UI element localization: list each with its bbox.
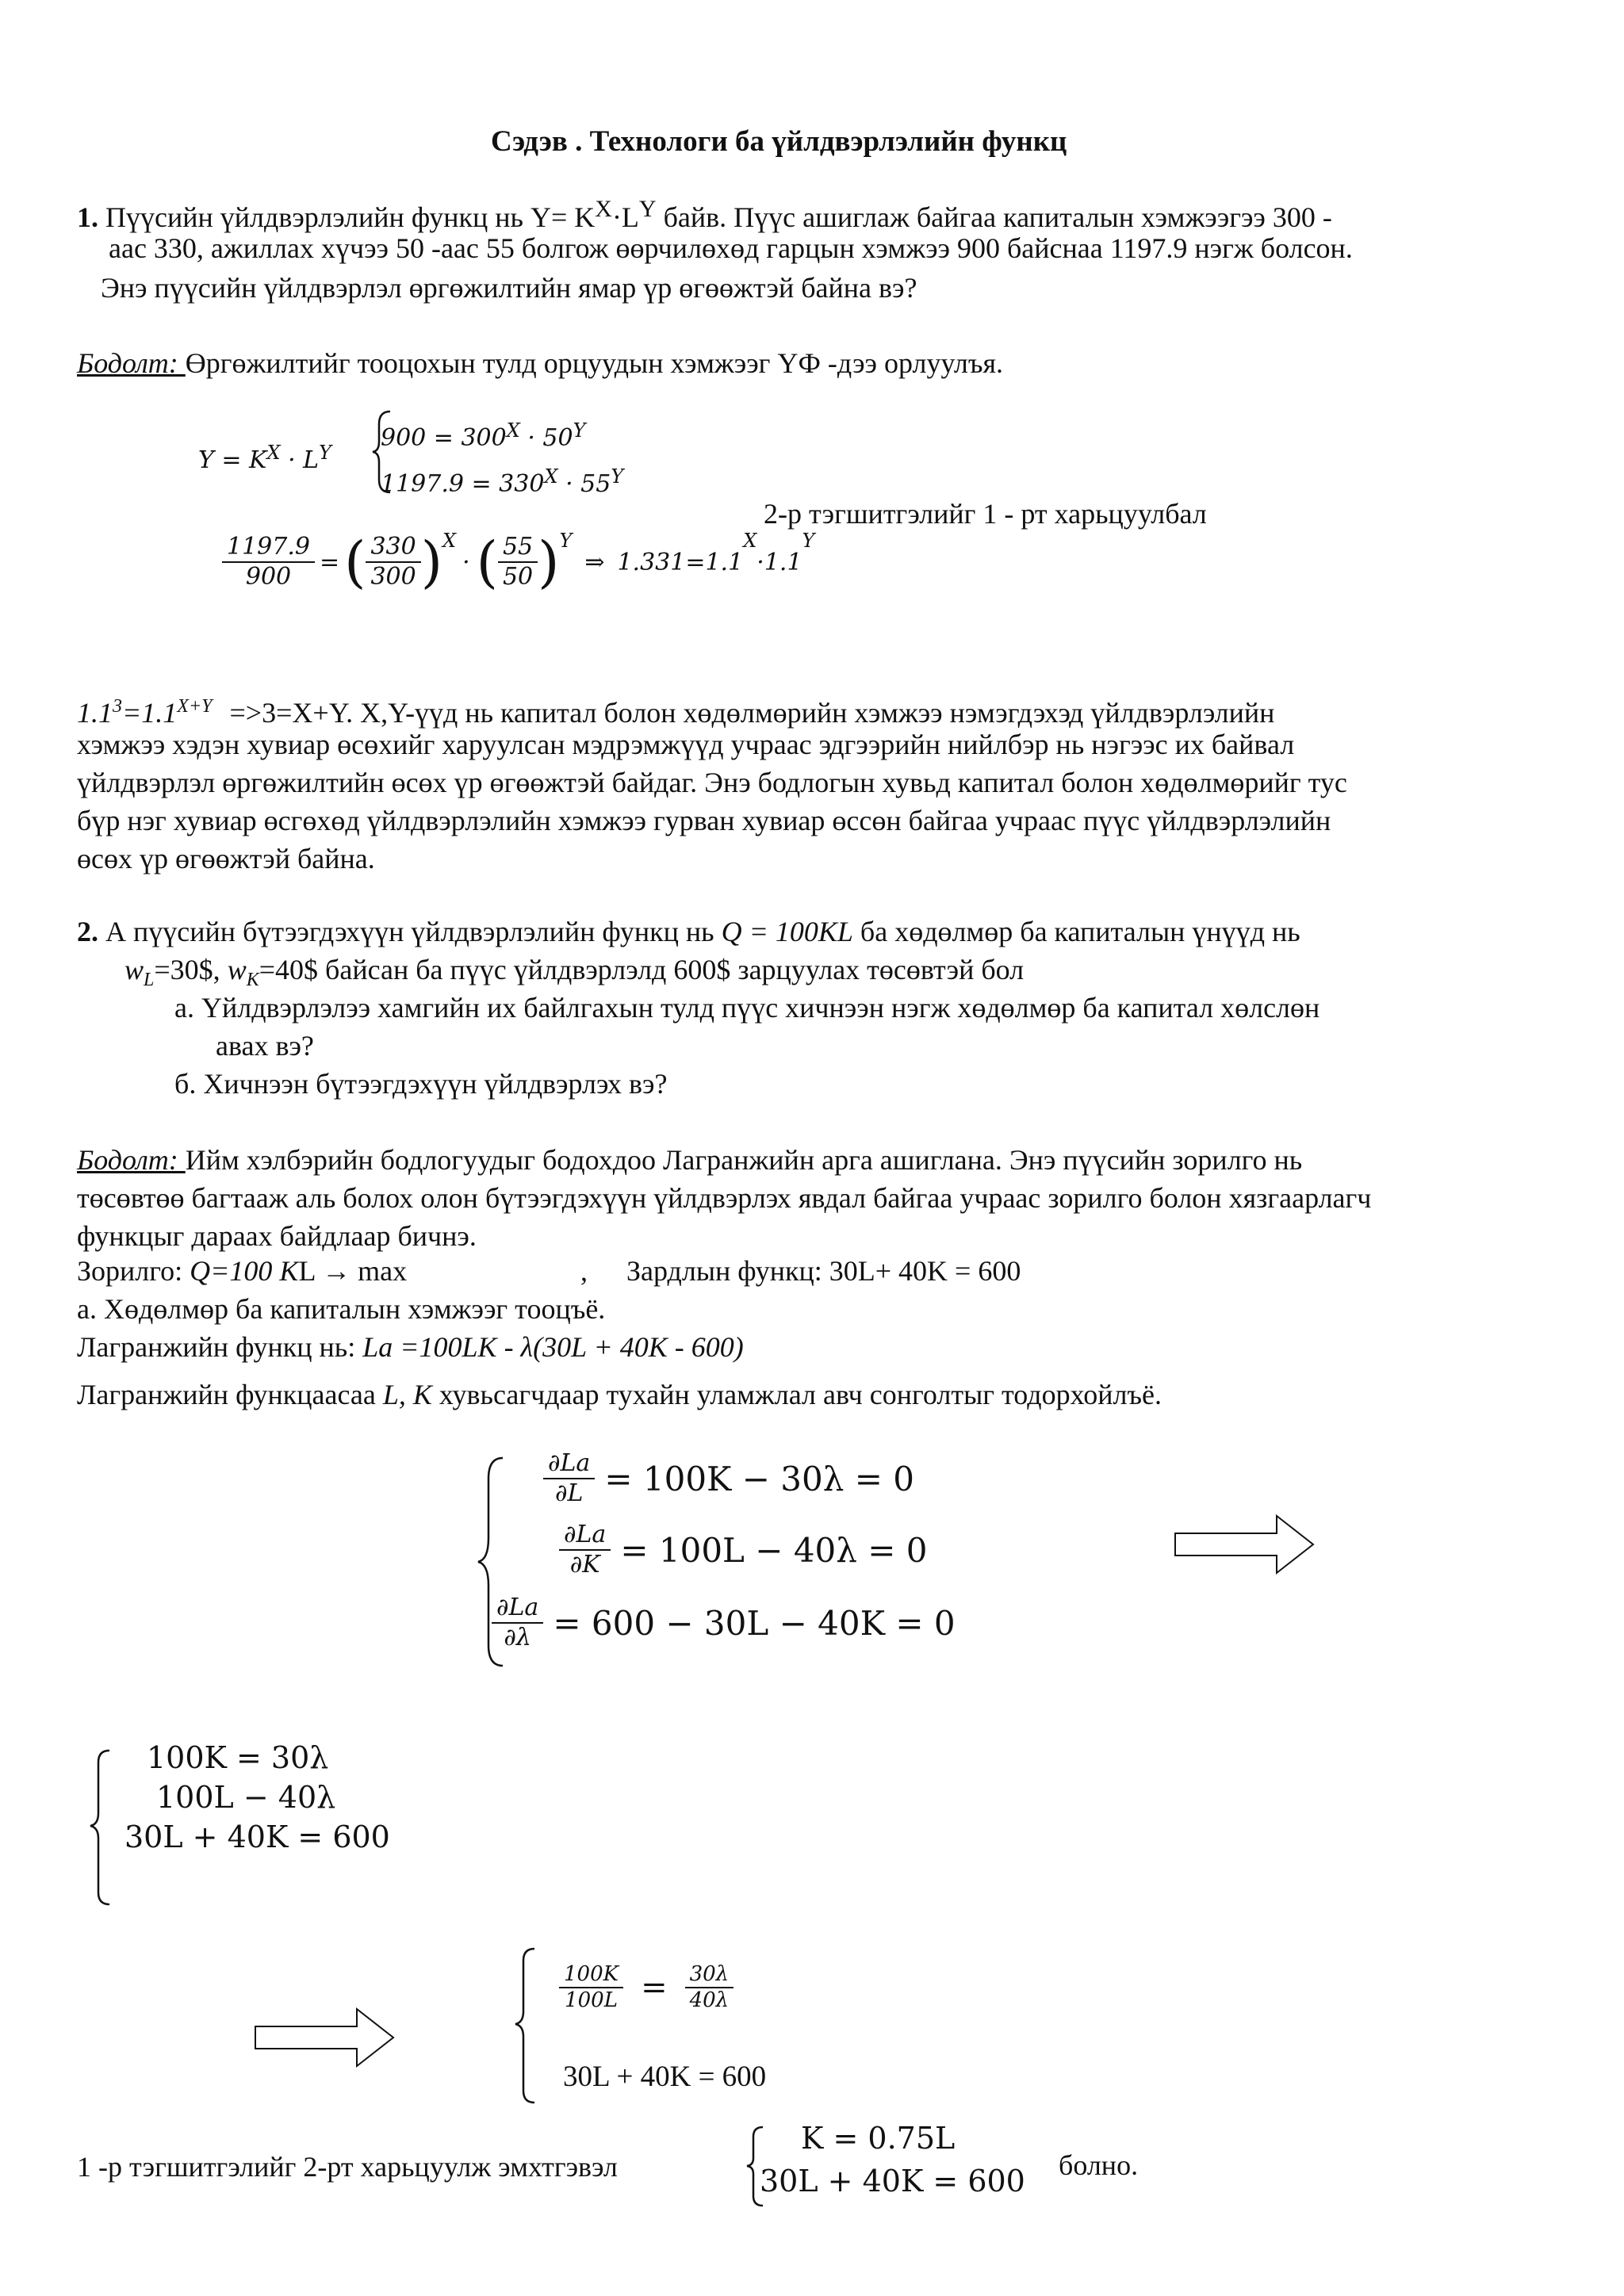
page-title: Сэдэв . Технологи ба үйлдвэрлэлийн функц bbox=[491, 125, 1067, 158]
right-arrow-icon bbox=[1174, 1513, 1316, 1576]
paren-close: ) bbox=[420, 530, 443, 595]
final-system-eq-1: K = 0.75L bbox=[801, 2121, 956, 2156]
d1-rhs: = 100K − 30λ = 0 bbox=[604, 1459, 914, 1498]
ratio-result-b: ·1.1 bbox=[756, 548, 802, 576]
paren-open: ( bbox=[344, 530, 366, 595]
derivative-2-fraction bbox=[559, 1521, 611, 1579]
wage-k-sub: K bbox=[246, 970, 259, 991]
compare-note: 2-р тэгшитгэлийг 1 - рт харьцуулбал bbox=[764, 498, 1207, 530]
s3-f2-num: 30λ bbox=[685, 1962, 734, 1988]
eq-sup-xy: X+Y bbox=[177, 696, 213, 717]
system-eq-1 bbox=[381, 412, 585, 457]
wage-l: w bbox=[124, 954, 144, 985]
goal-label: Зорилго: bbox=[77, 1255, 190, 1287]
ratio-sup-x: X bbox=[442, 530, 457, 552]
d3-den: ∂λ bbox=[504, 1624, 531, 1651]
formula-l: · L bbox=[280, 446, 320, 474]
sup-y: Y bbox=[638, 196, 657, 222]
derivative-intro bbox=[77, 1376, 1162, 1414]
result-sup-y: Y bbox=[802, 530, 815, 552]
frac-c-num: 55 bbox=[498, 533, 538, 563]
problem-1-line-3: Энэ пүүсийн үйлдвэрлэл өргөжилтийн ямар үр өгөөжтэй байна вэ? bbox=[101, 272, 917, 304]
sys-eq-2-sup-x: X bbox=[544, 465, 558, 488]
s3-equals: = bbox=[641, 1969, 668, 2007]
problem-1-text-b: байв. Пүүс ашиглаж байгаа капиталын хэмжээгээ 300 - bbox=[656, 201, 1332, 233]
wage-k-value: =40$ байсан ба пүүс үйлдвэрлэлд 600$ зарцуулах төсөвтэй бол bbox=[259, 954, 1025, 985]
s3-f1-den: 100L bbox=[565, 1988, 618, 2013]
problem-2-line-1 bbox=[77, 913, 1300, 951]
d1-num: ∂La bbox=[543, 1449, 595, 1479]
system-3-fraction-2 bbox=[685, 1962, 734, 2013]
wage-l-sub: L bbox=[144, 970, 155, 991]
ratio-sup-y: Y bbox=[559, 530, 573, 552]
solution-1-intro bbox=[77, 345, 1003, 382]
explanation-line-2: хэмжээ хэдэн хувиар өсөхийг харуулсан мэдрэмжүүд учраас эдгээрийн нийлбэр нь нэгээс их байвал bbox=[77, 729, 1295, 760]
eq-base: 1.1 bbox=[77, 697, 113, 729]
wage-k: w bbox=[227, 954, 247, 985]
problem-2-number: 2. bbox=[77, 916, 98, 947]
goal-eq: Q=100 K bbox=[190, 1255, 299, 1287]
frac-b-den: 300 bbox=[370, 563, 416, 591]
implies-arrow: ⇒ bbox=[584, 548, 605, 576]
fraction-capital bbox=[366, 533, 420, 591]
wage-l-value: =30$, bbox=[154, 954, 228, 985]
problem-1-line-2: аас 330, ажиллах хүчээ 50 -аас 55 болгож өөрчилөхөд гарцын хэмжээ 900 байснаа 1197.9 нэгж болсон. bbox=[109, 232, 1353, 264]
multiply-dot: · bbox=[462, 548, 470, 576]
problem-2-part-b: б. Хичнээн бүтээгдэхүүн үйлдвэрлэх вэ? bbox=[174, 1068, 668, 1100]
solution-2-line-2: төсөвтөө багтааж аль болох олон бүтээгдэхүүн үйлдвэрлэх явдал байгаа учраас зорилго болон хязгаарлагч bbox=[77, 1182, 1372, 1214]
paren-open-2: ( bbox=[476, 530, 498, 595]
solution-label: Бодолт: bbox=[77, 347, 186, 379]
sys-eq-2-b: · 55 bbox=[557, 470, 611, 498]
system-3-eq-1 bbox=[559, 1962, 733, 2013]
problem-2-text-a: А пүүсийн бүтээгдэхүүн үйлдвэрлэлийн функц нь bbox=[98, 916, 722, 947]
equals-sign: = bbox=[319, 548, 340, 576]
lagrangian-line bbox=[77, 1329, 744, 1366]
eq-sup-3: 3 bbox=[113, 696, 122, 717]
problem-2-text-b: ба хөдөлмөр ба капиталын үнүүд нь bbox=[852, 916, 1300, 947]
d2-den: ∂K bbox=[569, 1551, 600, 1578]
derivative-eq-3 bbox=[492, 1594, 956, 1652]
solution-2-text-1: Ийм хэлбэрийн бодлогуудыг бодохдоо Лагранжийн арга ашиглана. Энэ пүүсийн зорилго нь bbox=[185, 1144, 1303, 1176]
derivative-eq-1 bbox=[543, 1449, 914, 1508]
d2-rhs: = 100L − 40λ = 0 bbox=[620, 1530, 928, 1570]
solution-2-label: Бодолт: bbox=[77, 1144, 186, 1176]
problem-1-number: 1. bbox=[77, 201, 98, 233]
derivative-3-fraction bbox=[492, 1594, 543, 1652]
problem-2-function: Q = 100KL bbox=[721, 916, 853, 947]
solution-2-line-1 bbox=[77, 1142, 1302, 1179]
sys-eq-1-a: 900 = 300 bbox=[381, 424, 507, 452]
problem-2-part-a-cont: авах вэ? bbox=[216, 1030, 314, 1062]
fraction-labor bbox=[498, 533, 538, 591]
explanation-line-4: бүр нэг хувиар өсгөхөд үйлдвэрлэлийн хэмжээ гурван хувиар өссөн байгаа учраас пүүс үйлдвэрлэлийн bbox=[77, 805, 1331, 836]
problem-1-text-a: Пүүсийн үйлдвэрлэлийн функц нь Y= K bbox=[105, 201, 596, 233]
formula-y: Y = K bbox=[198, 446, 267, 474]
part-a-heading: а. Хөдөлмөр ба капиталын хэмжээг тооцъё. bbox=[77, 1293, 606, 1325]
cost-function: Зардлын функц: 30L+ 40K = 600 bbox=[626, 1255, 1021, 1287]
final-system-eq-2: 30L + 40K = 600 bbox=[760, 2164, 1025, 2198]
d3-num: ∂La bbox=[492, 1594, 543, 1624]
s3-f2-den: 40λ bbox=[689, 1988, 730, 2013]
system-3-eq-2: 30L + 40K = 600 bbox=[563, 2061, 767, 2093]
deriv-text-a: Лагранжийн функцаасаа bbox=[77, 1379, 383, 1410]
sys-eq-2-a: 1197.9 = 330 bbox=[381, 470, 545, 498]
final-text: 1 -р тэгшитгэлийг 2-рт харьцуулж эмхтгэвэл bbox=[77, 2151, 618, 2183]
explanation-line-1 bbox=[77, 688, 1274, 732]
eq-base-2: =1.1 bbox=[122, 697, 178, 729]
system-eq-2 bbox=[381, 458, 623, 503]
sup-x: X bbox=[595, 196, 612, 222]
frac-c-den: 50 bbox=[502, 563, 534, 591]
ratio-equation bbox=[222, 530, 814, 595]
production-function bbox=[198, 434, 331, 479]
paren-close-2: ) bbox=[538, 530, 560, 595]
frac-b-num: 330 bbox=[366, 533, 420, 563]
problem-2-part-a: а. Үйлдвэрлэлээ хамгийн их байлгахын тулд пүүс хичнээн нэгж хөдөлмөр ба капитал хөлслөн bbox=[174, 992, 1320, 1024]
system-2-eq-3: 30L + 40K = 600 bbox=[124, 1820, 390, 1854]
d3-rhs: = 600 − 30L − 40K = 0 bbox=[553, 1603, 956, 1643]
solution-2-line-3: функцыг дараах байдлаар бичнэ. bbox=[77, 1220, 477, 1252]
lagrangian-label: Лагранжийн функц нь: bbox=[77, 1331, 363, 1363]
explanation-text-1: =>3=X+Y. X,Y-үүд нь капитал болон хөдөлмөрийн хэмжээ нэмэгдэхэд үйлдвэрлэлийн bbox=[229, 697, 1275, 729]
goal-line bbox=[77, 1253, 407, 1290]
explanation-line-3: үйлдвэрлэл өргөжилтийн өсөх үр өгөөжтэй байдаг. Энэ бодлогын хувьд капитал болон хөдөлмөрийг тус bbox=[77, 767, 1347, 798]
dot-l: ·L bbox=[611, 201, 639, 233]
lagrangian-eq: La =100LK - λ(30L + 40K - 600) bbox=[362, 1331, 744, 1363]
formula-sup-x: X bbox=[266, 442, 281, 464]
separator-comma: , bbox=[580, 1255, 588, 1287]
fraction-output bbox=[222, 533, 315, 591]
sys-eq-1-sup-x: X bbox=[506, 419, 520, 442]
system-2-brace bbox=[89, 1748, 113, 1907]
system-2-eq-2: 100L − 40λ bbox=[156, 1780, 336, 1815]
sys-eq-1-b: · 50 bbox=[519, 424, 573, 452]
system-3-brace bbox=[514, 1946, 538, 2105]
right-arrow-icon-2 bbox=[254, 2006, 396, 2069]
system-3-fraction-1 bbox=[559, 1962, 623, 2013]
derivative-1-fraction bbox=[543, 1449, 595, 1508]
d1-den: ∂L bbox=[554, 1479, 584, 1507]
ratio-result-a: 1.331=1.1 bbox=[617, 548, 744, 576]
final-end: болно. bbox=[1059, 2149, 1139, 2181]
sys-eq-1-sup-y: Y bbox=[573, 419, 586, 442]
deriv-vars: L, K bbox=[382, 1379, 432, 1410]
result-sup-x: X bbox=[743, 530, 757, 552]
deriv-text-b: хувьсагчдаар тухайн уламжлал авч сонголтыг тодорхойлъё. bbox=[431, 1379, 1162, 1410]
sys-eq-2-sup-y: Y bbox=[611, 465, 624, 488]
s3-f1-num: 100K bbox=[559, 1962, 623, 1988]
solution-1-text: Өргөжилтийг тооцохын тулд орцуудын хэмжээг YФ -дээ орлуулъя. bbox=[185, 347, 1004, 379]
frac-a-den: 900 bbox=[245, 563, 292, 591]
formula-sup-y: Y bbox=[319, 442, 331, 464]
derivative-eq-2 bbox=[559, 1521, 928, 1579]
frac-a-num: 1197.9 bbox=[222, 533, 315, 563]
system-2-eq-1: 100K = 30λ bbox=[147, 1740, 329, 1775]
goal-eq-2: L → max bbox=[298, 1255, 408, 1287]
d2-num: ∂La bbox=[559, 1521, 611, 1551]
explanation-line-5: өсөх үр өгөөжтэй байна. bbox=[77, 843, 375, 874]
